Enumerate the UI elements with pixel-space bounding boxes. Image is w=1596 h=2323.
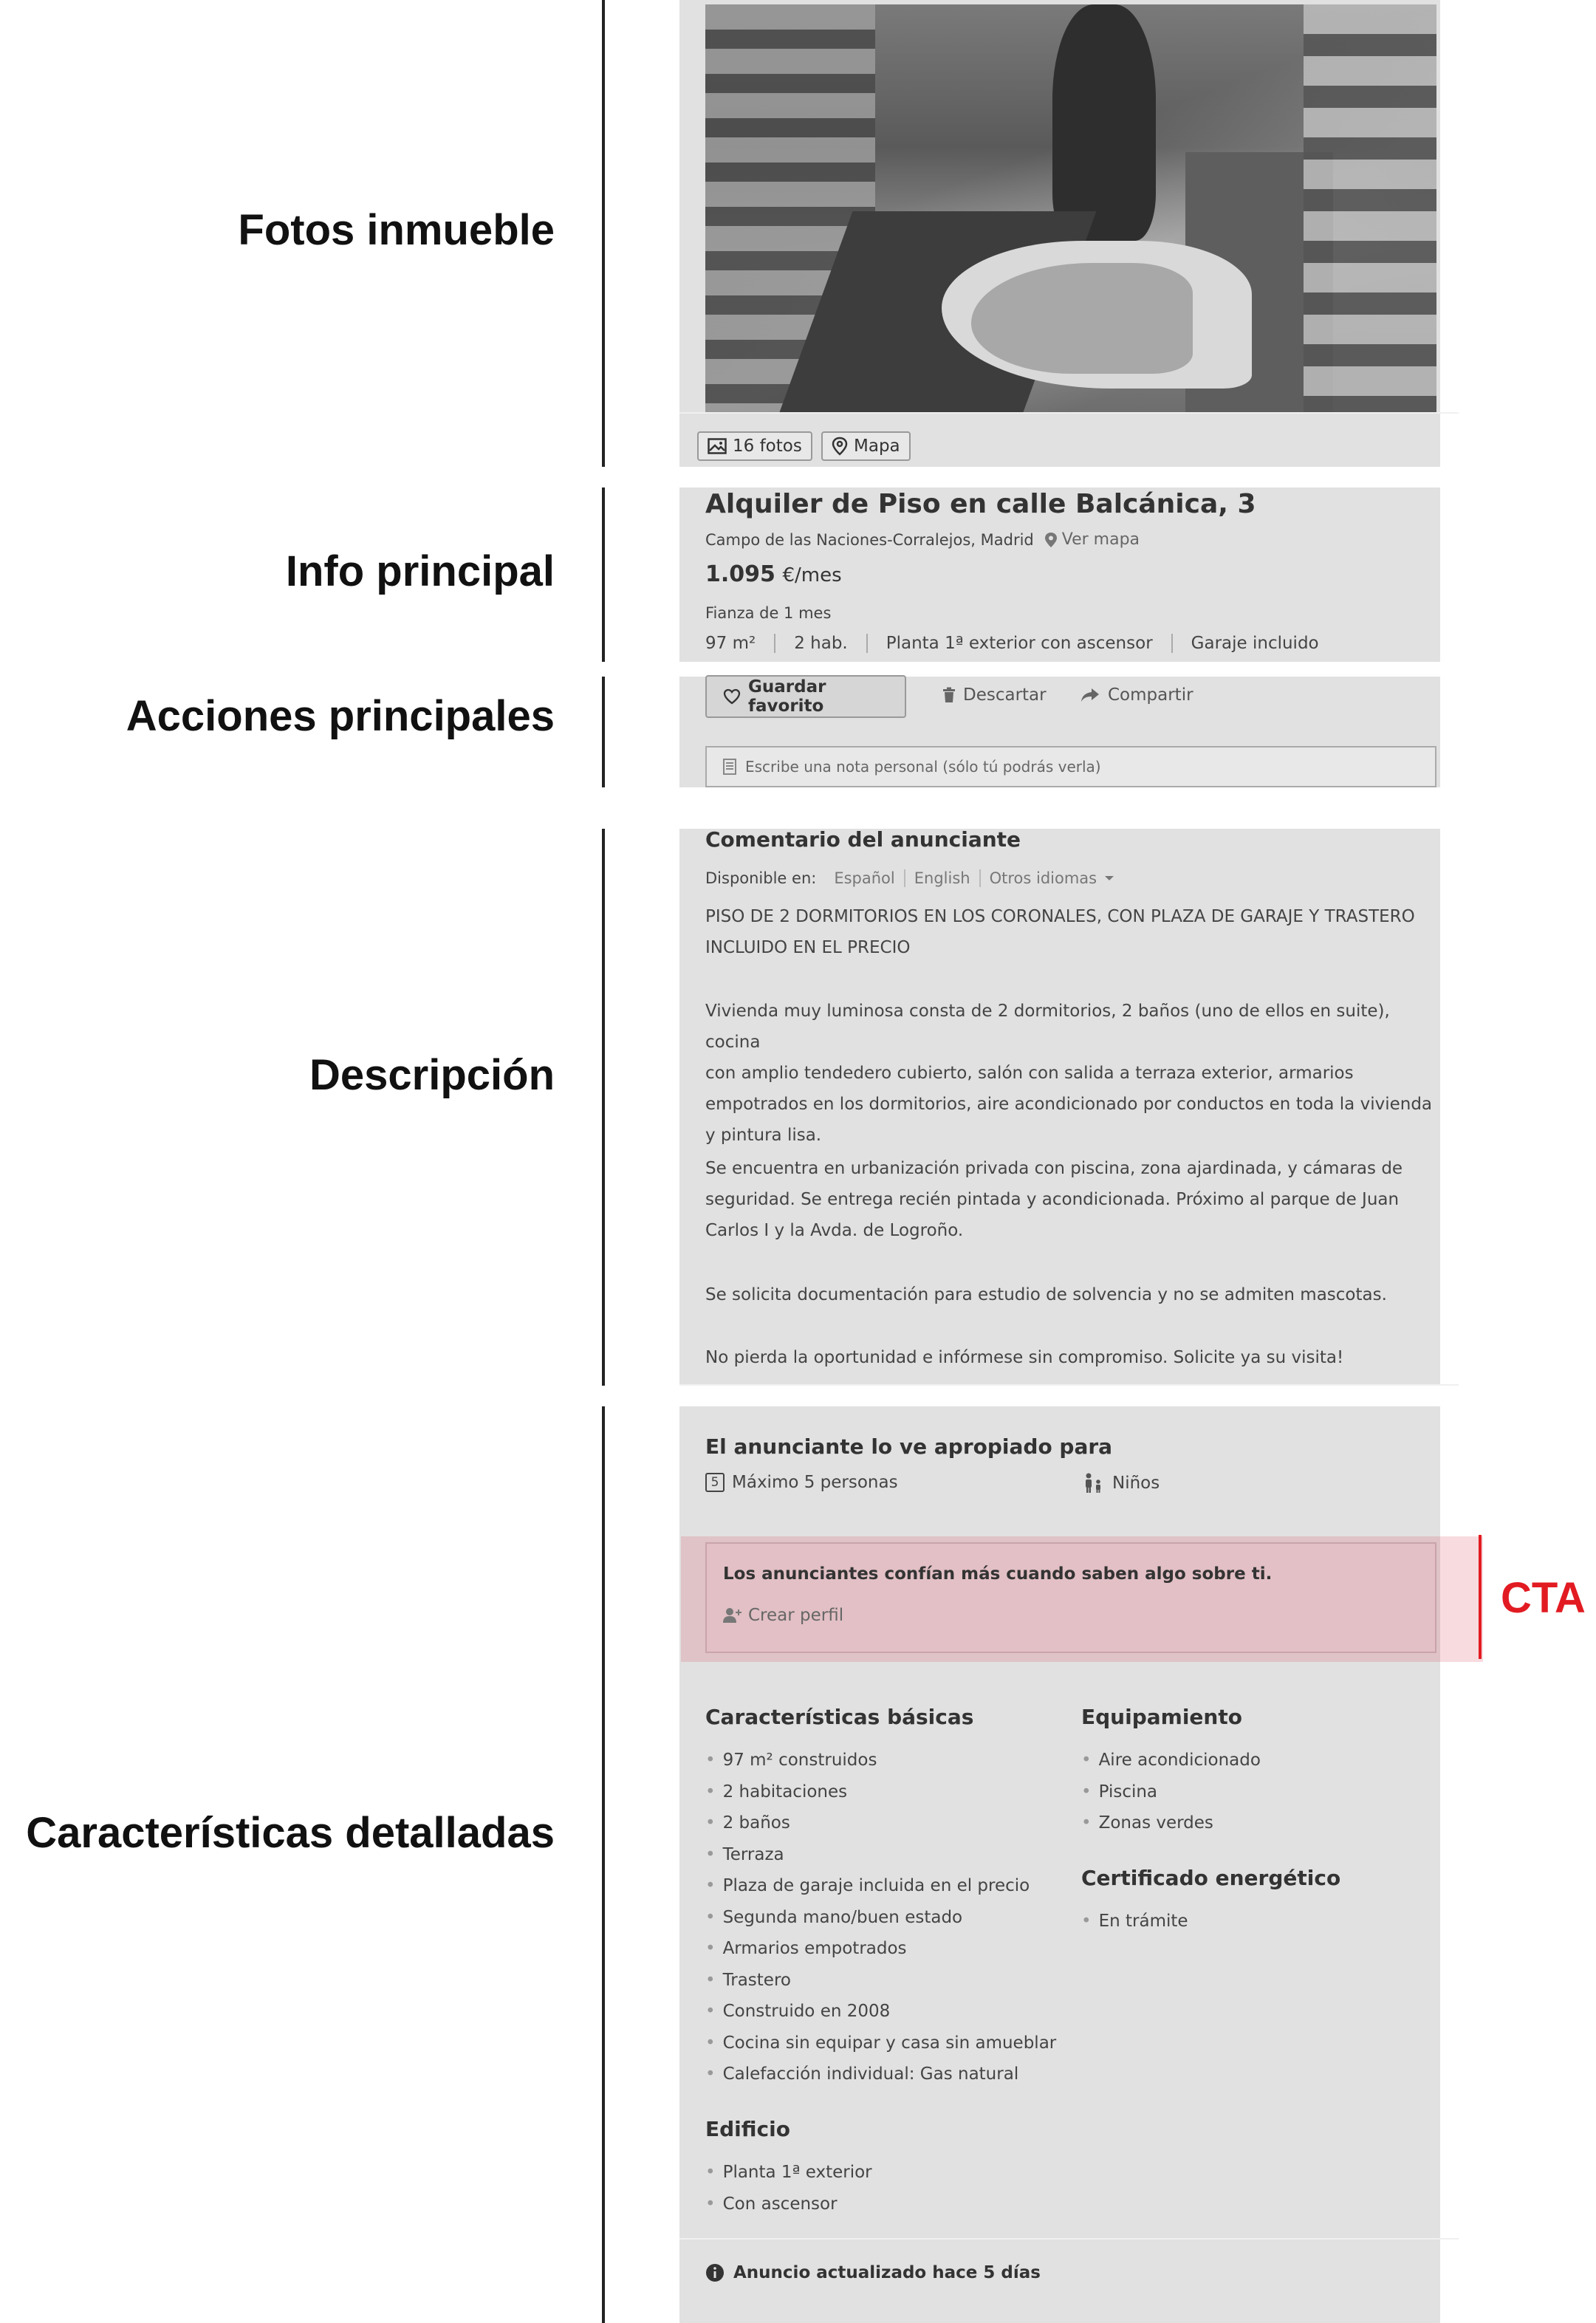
list-item: • Plaza de garaje incluida en el precio: [705, 1870, 1056, 1902]
label-descripcion: Descripción: [309, 1051, 555, 1099]
section-line-fotos: [602, 0, 605, 467]
discard-label: Descartar: [963, 685, 1047, 705]
list-item: • Cocina sin equipar y casa sin amueblar: [705, 2028, 1056, 2059]
lang-espanol[interactable]: Español: [834, 869, 895, 887]
discard-button[interactable]: [942, 685, 1047, 705]
language-selector: [705, 869, 1123, 887]
ver-mapa-link[interactable]: Ver mapa: [1061, 530, 1140, 549]
energy-list: [1081, 1906, 1188, 1937]
max-people-label: Máximo 5 personas: [732, 1473, 898, 1492]
basic-features-list: [705, 1745, 1056, 2090]
personal-note-input[interactable]: [705, 746, 1436, 787]
equipment-list: [1081, 1745, 1261, 1839]
section-line-acciones: [602, 677, 605, 787]
share-button[interactable]: [1080, 685, 1193, 705]
list-item: • 2 baños: [705, 1807, 1056, 1839]
feature-rooms: 2 hab.: [774, 634, 866, 653]
ninos: [1083, 1473, 1160, 1494]
lang-otros-label: Otros idiomas: [989, 869, 1097, 887]
share-label: Compartir: [1108, 685, 1193, 705]
updated-notice: [705, 2263, 1041, 2282]
list-item: • Terraza: [705, 1839, 1056, 1871]
list-item: • Calefacción individual: Gas natural: [705, 2059, 1056, 2090]
feature-garage: Garaje incluido: [1171, 634, 1338, 653]
property-photo[interactable]: [705, 4, 1436, 412]
listing-price: 1.095: [705, 561, 775, 587]
ninos-label: Niños: [1112, 1474, 1160, 1493]
listing-location-row: [705, 530, 1140, 549]
suitable-heading: El anunciante lo ve apropiado para: [705, 1434, 1113, 1459]
listing-features: [705, 634, 1338, 653]
label-info: Info principal: [285, 547, 555, 595]
building-list: [705, 2157, 872, 2220]
lang-english[interactable]: English: [904, 869, 979, 887]
photos-button[interactable]: [697, 431, 812, 461]
listing-fianza: Fianza de 1 mes: [705, 604, 832, 622]
energy-heading: Certificado energético: [1081, 1866, 1341, 1890]
list-item: • 97 m² construidos: [705, 1745, 1056, 1776]
save-favorite-button[interactable]: [705, 675, 906, 718]
label-cta: CTA: [1501, 1574, 1586, 1622]
lang-otros[interactable]: [979, 869, 1124, 887]
people-count-icon: 5: [705, 1473, 725, 1492]
cta-box: [705, 1542, 1436, 1653]
feature-floor: Planta 1ª exterior con ascensor: [866, 634, 1171, 653]
list-item: • Planta 1ª exterior: [705, 2157, 872, 2189]
description-p5: No pierda la oportunidad e infórmese sin compromiso. Solicite ya su visita!: [705, 1348, 1344, 1367]
description-p3: Se encuentra en urbanización privada con piscina, zona ajardinada, y cámaras de seguridad. Se entrega recién pintada y acondicionada. Próximo al parque de Juan Carlos I y la Avda. de Logroño.: [705, 1159, 1403, 1240]
add-user-icon: [723, 1607, 742, 1624]
available-label: Disponible en:: [705, 869, 817, 887]
listing-title: Alquiler de Piso en calle Balcánica, 3: [705, 489, 1256, 519]
trash-icon: [942, 687, 956, 703]
basic-features-heading: Características básicas: [705, 1705, 974, 1729]
list-item: • Trastero: [705, 1965, 1056, 1997]
label-fotos: Fotos inmueble: [238, 206, 555, 254]
image-icon: [708, 438, 727, 454]
children-icon: [1083, 1473, 1105, 1494]
building-heading: Edificio: [705, 2117, 790, 2141]
listing-location: Campo de las Naciones-Corralejos, Madrid: [705, 530, 1034, 549]
section-line-info: [602, 487, 605, 662]
max-people: [705, 1473, 898, 1492]
section-line-detalles: [602, 1406, 605, 2323]
list-item: • Segunda mano/buen estado: [705, 1902, 1056, 1934]
caret-down-icon: [1104, 875, 1114, 882]
list-item: • 2 habitaciones: [705, 1776, 1056, 1808]
feature-area: 97 m²: [705, 634, 756, 653]
description-p1: PISO DE 2 DORMITORIOS EN LOS CORONALES, CON PLAZA DE GARAJE Y TRASTERO INCLUIDO EN EL PRECIO: [705, 907, 1415, 957]
heart-icon: [723, 688, 741, 705]
list-item: • En trámite: [1081, 1906, 1188, 1937]
save-favorite-label: Guardar favorito: [748, 677, 826, 716]
map-label: Mapa: [854, 437, 900, 456]
list-item: • Zonas verdes: [1081, 1807, 1261, 1839]
map-button[interactable]: [821, 431, 911, 461]
list-item: • Construido en 2008: [705, 1996, 1056, 2028]
updated-label: Anuncio actualizado hace 5 días: [733, 2263, 1041, 2282]
cta-marker-line: [1479, 1535, 1482, 1659]
note-icon: [723, 759, 736, 775]
description-p2: Vivienda muy luminosa consta de 2 dormitorios, 2 baños (uno de ellos en suite), cocina con amplio tendedero cubierto, salón con salida a terraza exterior, armarios empotrados en los dormitorios, aire acondicionado por conductos en toda la vivienda y pintura lisa.: [705, 1002, 1433, 1145]
personal-note-placeholder: Escribe una nota personal (sólo tú podrás verla): [745, 758, 1101, 776]
listing-price-unit: €/mes: [782, 564, 842, 586]
share-icon: [1080, 687, 1100, 703]
cta-text: Los anunciantes confían más cuando saben algo sobre ti.: [723, 1564, 1273, 1584]
label-acciones: Acciones principales: [126, 692, 555, 740]
description-p4: Se solicita documentación para estudio de solvencia y no se admiten mascotas.: [705, 1285, 1387, 1304]
description-heading: Comentario del anunciante: [705, 827, 1021, 852]
list-item: • Piscina: [1081, 1776, 1261, 1808]
create-profile-label: Crear perfil: [748, 1606, 844, 1625]
list-item: • Armarios empotrados: [705, 1933, 1056, 1965]
create-profile-link[interactable]: [723, 1606, 843, 1625]
photos-label: 16 fotos: [733, 437, 802, 456]
equipment-heading: Equipamiento: [1081, 1705, 1242, 1729]
section-line-descripcion: [602, 829, 605, 1386]
listing-price-row: [705, 561, 842, 587]
map-pin-icon: [832, 437, 848, 456]
list-item: • Con ascensor: [705, 2189, 872, 2220]
label-caracteristicas: Características detalladas: [26, 1809, 555, 1857]
info-icon: [705, 2263, 725, 2282]
location-pin-icon: [1044, 532, 1058, 548]
list-item: • Aire acondicionado: [1081, 1745, 1261, 1776]
